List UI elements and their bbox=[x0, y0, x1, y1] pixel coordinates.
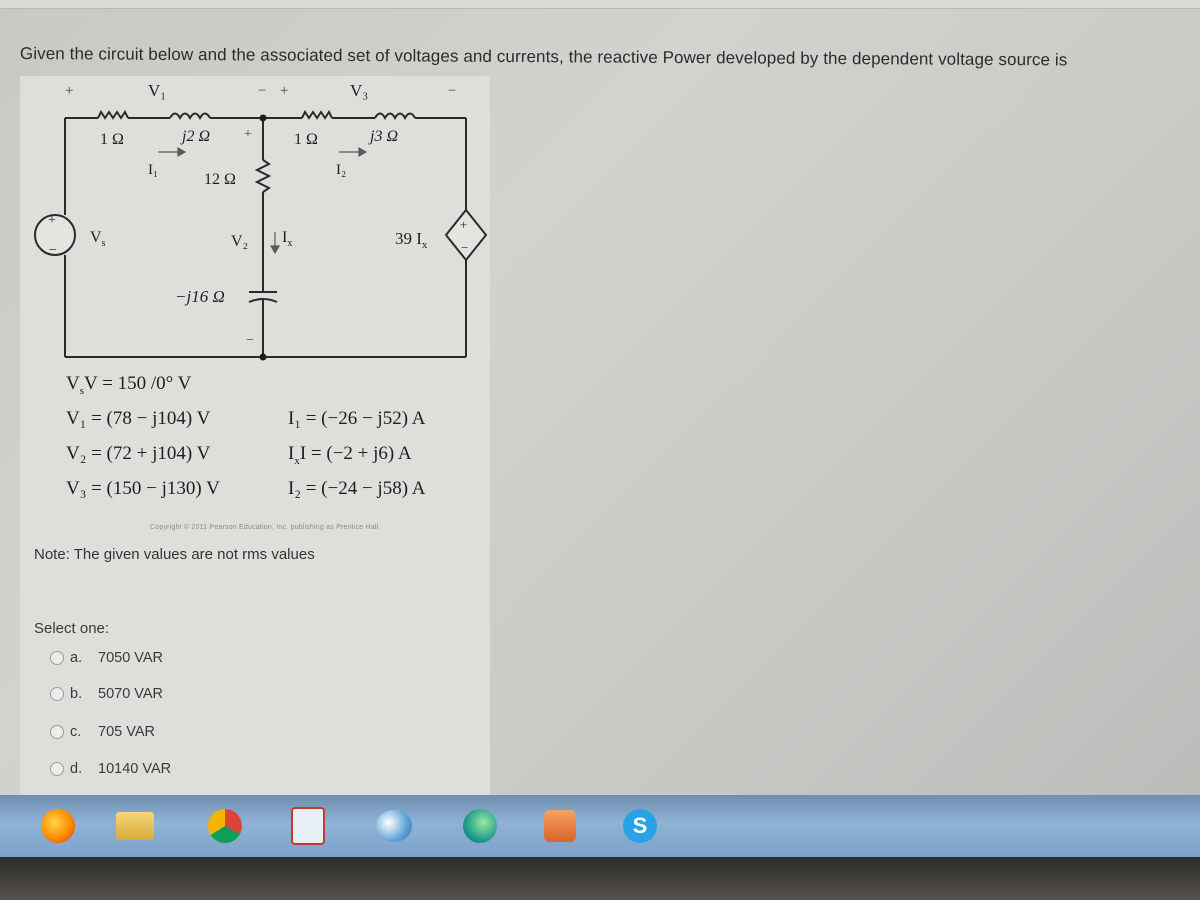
equation-vs: $V_sV = 150$ /0° V bbox=[66, 373, 192, 397]
circuit-diagram bbox=[20, 70, 490, 370]
media-player-icon[interactable] bbox=[540, 806, 580, 846]
equation-i2: I₂ = (−24 − j58) A bbox=[288, 478, 426, 499]
i1-label: I₁ bbox=[148, 162, 159, 178]
folder-icon[interactable] bbox=[115, 806, 155, 846]
v3-minus: − bbox=[448, 83, 457, 99]
v1-plus: + bbox=[65, 83, 74, 99]
xl2-label: j3 Ω bbox=[370, 128, 399, 145]
v2-plus: + bbox=[244, 127, 252, 142]
ix-label: $I_x$ bbox=[282, 229, 293, 249]
radio-a[interactable] bbox=[50, 651, 64, 665]
vs-label: $V_s$ bbox=[90, 229, 106, 249]
svg-text:+: + bbox=[460, 217, 468, 232]
taskbar bbox=[0, 795, 1200, 857]
radio-c[interactable] bbox=[50, 725, 64, 739]
dep-source-label: 39 $I_x$ bbox=[395, 229, 428, 251]
svg-text:−: − bbox=[49, 243, 57, 258]
xl1-label: j2 Ω bbox=[182, 128, 211, 145]
monitor-bezel bbox=[0, 857, 1200, 900]
note-text: Note: The given values are not rms values bbox=[34, 546, 315, 563]
equation-i1: I₁ = (−26 − j52) A bbox=[288, 408, 426, 429]
firefox-icon[interactable] bbox=[38, 806, 78, 846]
option-a[interactable]: a. 7050 VAR bbox=[50, 650, 163, 666]
current-equations bbox=[288, 401, 425, 506]
svg-text:−: − bbox=[461, 240, 469, 255]
edge-icon[interactable] bbox=[460, 806, 500, 846]
v1-minus: − bbox=[258, 83, 267, 99]
option-b[interactable]: b. 5070 VAR bbox=[50, 686, 163, 702]
v2-label: V₂ bbox=[231, 233, 249, 250]
i2-label: I₂ bbox=[336, 162, 347, 178]
pdf-icon[interactable] bbox=[288, 806, 328, 846]
v3-plus: + bbox=[280, 83, 289, 99]
option-c[interactable]: c. 705 VAR bbox=[50, 724, 155, 740]
equation-v3: V₃ = (150 − j130) V bbox=[66, 478, 220, 499]
xc-label: −j16 Ω bbox=[175, 287, 225, 306]
option-d[interactable]: d. 10140 VAR bbox=[50, 761, 171, 777]
screen-top-edge bbox=[0, 0, 1200, 9]
equation-ix: $I_xI = (-2 + j6)$ A bbox=[288, 443, 412, 467]
r12-label: 12 Ω bbox=[204, 171, 236, 188]
v3-label: V₃ bbox=[350, 81, 369, 100]
skype-icon[interactable]: S bbox=[620, 806, 660, 846]
r2-label: 1 Ω bbox=[294, 131, 318, 148]
equation-v2: V₂ = (72 + j104) V bbox=[66, 443, 211, 464]
svg-text:+: + bbox=[48, 213, 56, 228]
radio-d[interactable] bbox=[50, 762, 64, 776]
radio-b[interactable] bbox=[50, 687, 64, 701]
select-one-label: Select one: bbox=[34, 620, 110, 637]
r1-label: 1 Ω bbox=[100, 131, 124, 148]
voltage-equations bbox=[66, 366, 220, 506]
photos-icon[interactable] bbox=[374, 806, 414, 846]
v2-minus: − bbox=[246, 333, 254, 348]
v1-label: V₁ bbox=[148, 81, 167, 100]
question-text: Given the circuit below and the associated set of voltages and currents, the reactive Power developed by the dependent voltage source is bbox=[19, 44, 1068, 70]
chrome-icon[interactable] bbox=[205, 806, 245, 846]
equation-v1: V₁ = (78 − j104) V bbox=[66, 408, 211, 429]
copyright-text: Copyright © 2011 Pearson Education, Inc. publishing as Prentice Hall bbox=[150, 524, 379, 531]
